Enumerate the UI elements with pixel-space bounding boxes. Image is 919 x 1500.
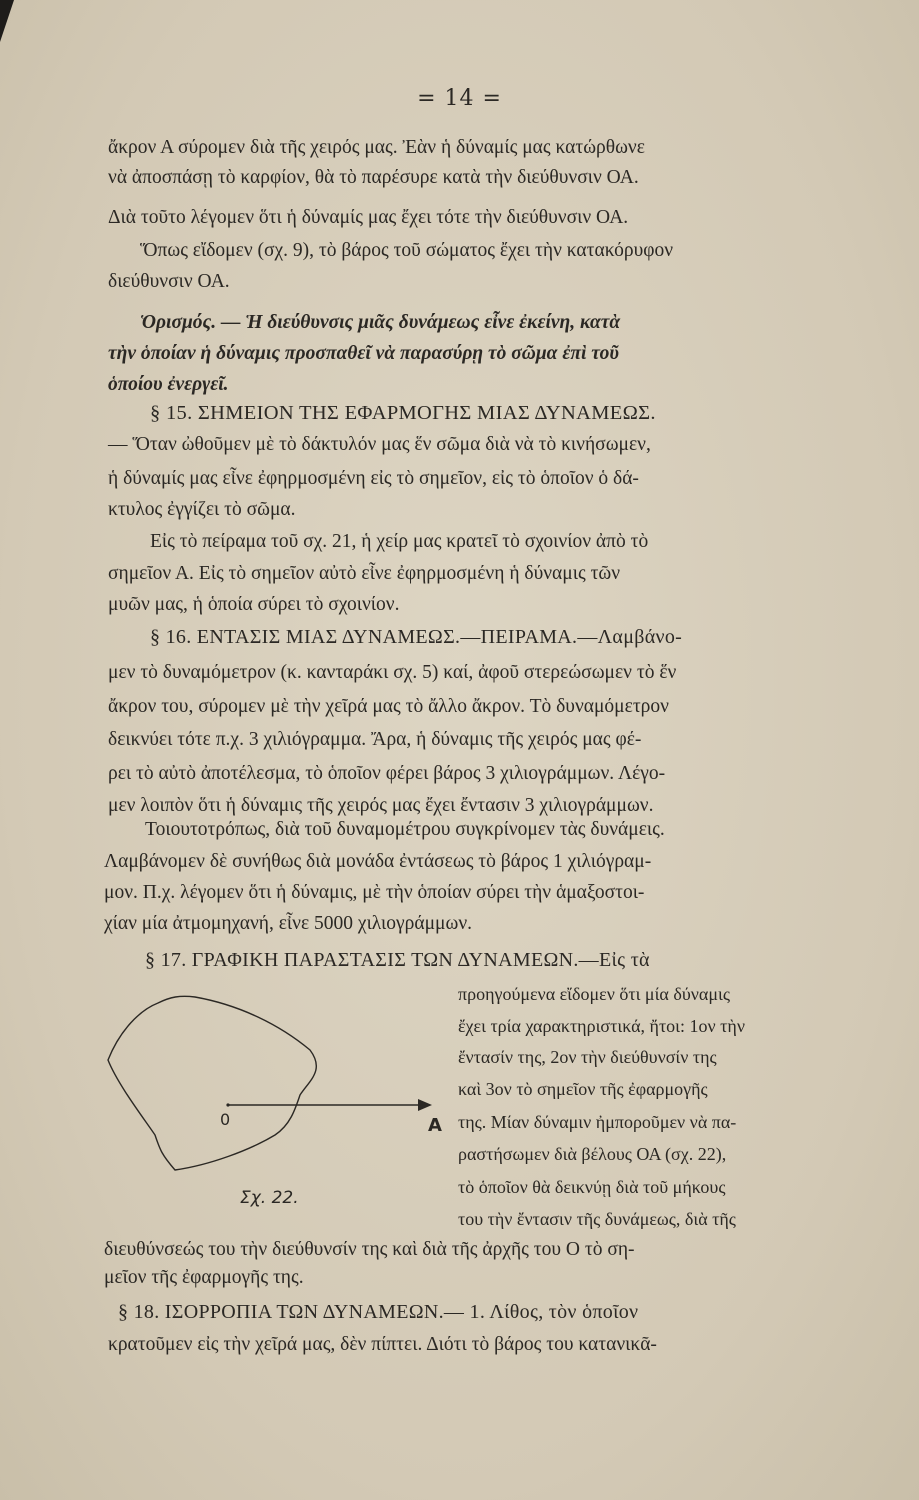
text-line: διευθύνσεώς του τὴν διεύθυνσίν της καὶ διὰ τῆς ἀρχῆς του Ο τὸ ση- xyxy=(104,1239,635,1260)
section-heading-18: § 18. ΙΣΟΡΡΟΠΙΑ ΤΩΝ ΔΥΝΑΜΕΩΝ.— 1. Λίθος, τὸν ὁποῖον xyxy=(118,1301,639,1323)
page-number: = 14 = xyxy=(417,86,502,111)
text-line: μεν τὸ δυναμόμετρον (κ. κανταράκι σχ. 5) καί, ἀφοῦ στερεώσωμεν τὸ ἕν xyxy=(108,662,677,683)
text-line: διεύθυνσιν ΟΑ. xyxy=(108,271,230,292)
figure-caption: Σχ. 22. xyxy=(240,1188,299,1208)
text-line: ἡ δύναμίς μας εἶνε ἐφηρμοσμένη εἰς τὸ σημεῖον, εἰς τὸ ὁποῖον ὁ δά- xyxy=(108,468,639,489)
binding-corner xyxy=(0,0,14,42)
text-line: προηγούμενα εἴδομεν ὅτι μία δύναμις xyxy=(458,984,730,1004)
text-line: τὸ ὁποῖον θὰ δεικνύῃ διὰ τοῦ μήκους xyxy=(458,1177,726,1197)
text-line: κρατοῦμεν εἰς τὴν χεῖρά μας, δὲν πίπτει. Διότι τὸ βάρος του κατανικᾶ- xyxy=(108,1334,657,1355)
section-heading-16: § 16. ΕΝΤΑΣΙΣ ΜΙΑΣ ΔΥΝΑΜΕΩΣ.—ΠΕΙΡΑΜΑ.—Λαμβάνο- xyxy=(150,626,683,648)
text-line: Λαμβάνομεν δὲ συνήθως διὰ μονάδα ἐντάσεως τὸ βάρος 1 χιλιόγραμ- xyxy=(104,851,652,872)
text-line: κτυλος ἐγγίζει τὸ σῶμα. xyxy=(108,499,296,520)
text-line: δεικνύει τότε π.χ. 3 χιλιόγραμμα. Ἄρα, ἡ δύναμις τῆς χειρός μας φέ- xyxy=(108,729,642,750)
text-line: του τὴν ἔντασιν τῆς δυνάμεως, διὰ τῆς xyxy=(458,1209,736,1229)
definition-line: ὁποίου ἐνεργεῖ. xyxy=(108,374,229,395)
body-outline xyxy=(108,996,316,1170)
text-line: ἄκρον Α σύρομεν διὰ τῆς χειρός μας. Ἐὰν ἡ δύναμίς μας κατώρθωνε xyxy=(108,137,645,158)
text-line: Τοιουτοτρόπως, διὰ τοῦ δυναμομέτρου συγκρίνομεν τὰς δυνάμεις. xyxy=(145,819,665,840)
text-line: Ὅπως εἴδομεν (σχ. 9), τὸ βάρος τοῦ σώματος ἔχει τὴν κατακόρυφον xyxy=(140,240,674,261)
text-line: μον. Π.χ. λέγομεν ὅτι ἡ δύναμις, μὲ τὴν ὁποίαν σύρει τὴν ἁμαξοστοι- xyxy=(104,882,645,903)
text-line: ραστήσωμεν διὰ βέλους ΟΑ (σχ. 22), xyxy=(458,1144,727,1164)
text-line: μεν λοιπὸν ὅτι ἡ δύναμις τῆς χειρός μας ἔχει ἔντασιν 3 χιλιογράμμων. xyxy=(108,795,654,816)
figure-22-diagram xyxy=(100,985,445,1215)
section-heading-15: § 15. ΣΗΜΕΙΟΝ ΤΗΣ ΕΦΑΡΜΟΓΗΣ ΜΙΑΣ ΔΥΝΑΜΕΩΣ. xyxy=(150,402,656,424)
definition-line: τὴν ὁποίαν ἡ δύναμις προσπαθεῖ νὰ παρασύρῃ τὸ σῶμα ἐπὶ τοῦ xyxy=(108,343,619,364)
text-line: ἔντασίν της, 2ον τὴν διεύθυνσίν της xyxy=(458,1047,717,1067)
point-o xyxy=(226,1103,229,1106)
text-line: ἔχει τρία χαρακτηριστικά, ἤτοι: 1ον τὴν xyxy=(458,1016,745,1036)
text-line: σημεῖον Α. Εἰς τὸ σημεῖον αὐτὸ εἶνε ἐφηρμοσμένη ἡ δύναμις τῶν xyxy=(108,563,621,584)
label-o: 0 xyxy=(220,1110,231,1129)
force-arrow-head xyxy=(418,1099,432,1111)
text-line: Διὰ τοῦτο λέγομεν ὅτι ἡ δύναμίς μας ἔχει τότε τὴν διεύθυνσιν ΟΑ. xyxy=(108,207,629,228)
text-line: Εἰς τὸ πείραμα τοῦ σχ. 21, ἡ χείρ μας κρατεῖ τὸ σχοινίον ἀπὸ τὸ xyxy=(150,531,649,552)
label-a: Α xyxy=(428,1115,442,1136)
section-heading-17: § 17. ΓΡΑΦΙΚΗ ΠΑΡΑΣΤΑΣΙΣ ΤΩΝ ΔΥΝΑΜΕΩΝ.—Εἰς τὰ xyxy=(145,949,650,971)
text-line: νὰ ἀποσπάσῃ τὸ καρφίον, θὰ τὸ παρέσυρε κατὰ τὴν διεύθυνσιν ΟΑ. xyxy=(108,167,639,188)
text-line: μυῶν μας, ἡ ὁποία σύρει τὸ σχοινίον. xyxy=(108,594,400,615)
text-line: καὶ 3ον τὸ σημεῖον τῆς ἐφαρμογῆς xyxy=(458,1079,708,1099)
text-line: της. Μίαν δύναμιν ἠμποροῦμεν νὰ πα- xyxy=(458,1112,737,1132)
text-line: μεῖον τῆς ἐφαρμογῆς της. xyxy=(104,1267,304,1288)
text-line: χίαν μία ἀτμομηχανή, εἶνε 5000 χιλιογράμμων. xyxy=(104,913,473,934)
text-line: ἄκρον του, σύρομεν μὲ τὴν χεῖρά μας τὸ ἄλλο ἄκρον. Τὸ δυναμόμετρον xyxy=(108,696,669,717)
definition-line: Ὁρισμός. — Ἡ διεύθυνσις μιᾶς δυνάμεως εἶνε ἐκείνη, κατὰ xyxy=(140,312,621,333)
text-line: — Ὅταν ὠθοῦμεν μὲ τὸ δάκτυλόν μας ἕν σῶμα διὰ νὰ τὸ κινήσωμεν, xyxy=(108,434,651,455)
text-line: ρει τὸ αὐτὸ ἀποτέλεσμα, τὸ ὁποῖον φέρει βάρος 3 χιλιογράμμων. Λέγο- xyxy=(108,763,666,784)
